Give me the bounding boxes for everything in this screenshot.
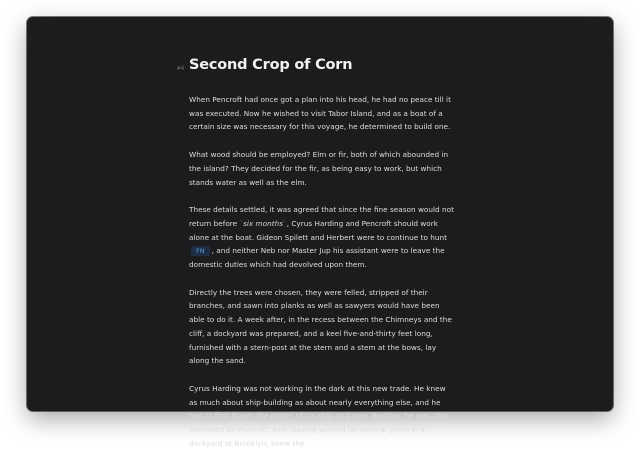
emphasis-open-marker: `: [239, 218, 244, 228]
paragraph-3-text-end: , and neither Neb nor Master Jup his assistant were to leave the domestic duties which had devolved upon them.: [189, 246, 445, 270]
footnote-badge[interactable]: FN: [191, 246, 210, 256]
heading-level-marker: #4: [177, 65, 185, 72]
emphasis-text: six months: [243, 218, 284, 228]
paragraph-3-text-middle: , Cyrus Harding and Pencroft should work alone at the boat. Gideon Spilett and Herbert were to continue to hunt: [189, 218, 447, 242]
paragraph-4[interactable]: Directly the trees were chosen, they were felled, stripped of their branches, and sawn into planks as well as sawyers would have been able to do it. A week after, in the recess between the Chimneys and the cliff, a dockyard was prepared, and a keel five-and-thirty feet long, furnished with a stern-post at the stern and a stem at the bows, lay along the sand.: [189, 287, 452, 366]
document-title[interactable]: Second Crop of Corn: [189, 57, 353, 73]
paragraph-5[interactable]: Cyrus Harding was not working in the dark at this new trade. He knew as much about ship-building as about nearly everything else, and he had at first drawn the model of his ship on paper. Besides, he was ably seconded by Pencroft, who, having worked for several years in a dockyard at Brooklyn, knew the: [189, 383, 449, 448]
heading-row: [177, 57, 454, 77]
document-body[interactable]: [177, 57, 454, 464]
editor-window: [27, 17, 613, 448]
emphasis-close-marker: `: [283, 218, 287, 228]
paragraph-3-text-start: These details settled, it was agreed that since the fine season would not return before: [189, 205, 454, 228]
paragraph-2[interactable]: What wood should be employed? Elm or fir, both of which abounded in the island? They decided for the fir, as being easy to work, but which stands water as well as the elm.: [189, 150, 449, 187]
paragraph-1[interactable]: When Pencroft had once got a plan into his head, he had no peace till it was executed. Now he wished to visit Tabor Island, and as a boat of a certain size was necessary for this voyage, he determined to build one.: [189, 95, 451, 132]
paragraph-3[interactable]: [189, 203, 454, 272]
